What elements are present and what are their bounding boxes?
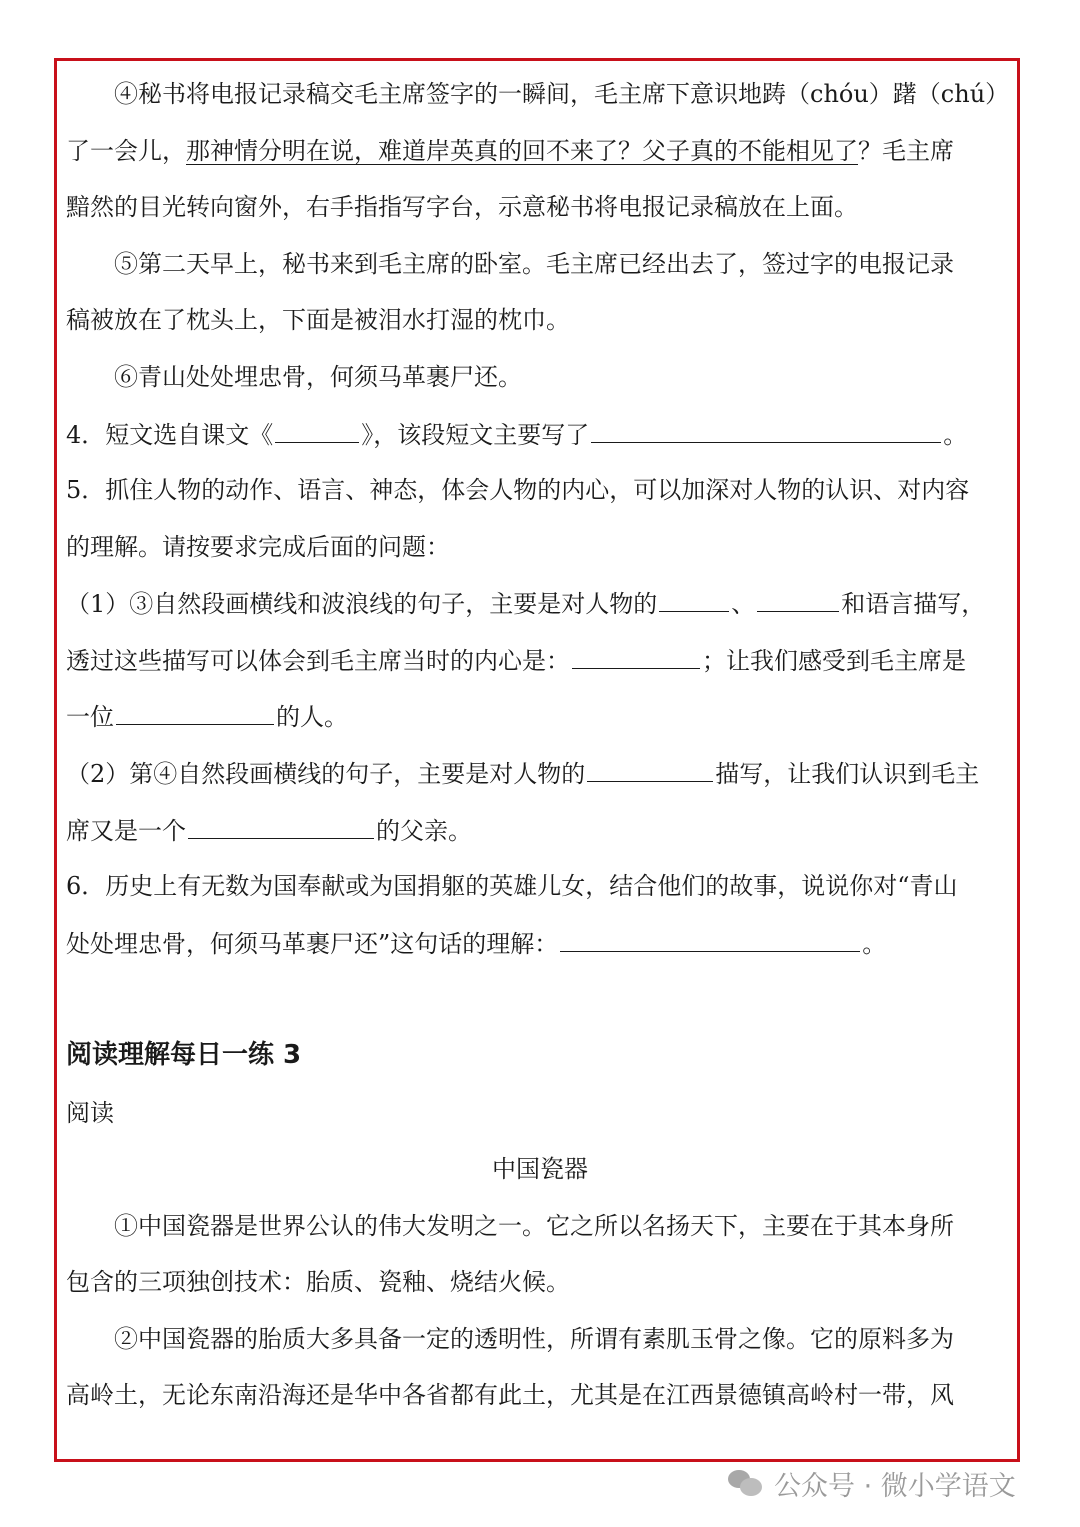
- q5-2-blank-2[interactable]: [188, 814, 374, 839]
- question-5-1-line-3: [66, 700, 1014, 733]
- paragraph-5-line-2: 稿被放在了枕头上，下面是被泪水打湿的枕巾。: [66, 306, 570, 334]
- q5-2-blank-1[interactable]: [587, 757, 713, 782]
- watermark-text: 公众号 · 微小学语文: [774, 1470, 1016, 1502]
- q5-1-blank-1[interactable]: [659, 587, 729, 612]
- q6-blank[interactable]: [560, 927, 860, 952]
- question-5-line-1: 5．抓住人物的动作、语言、神态，体会人物的内心，可以加深对人物的认识、对内容: [66, 476, 970, 504]
- question-6-line-2: [66, 927, 1014, 960]
- q5-1-text-e: ；让我们感受到毛主席是: [702, 647, 966, 675]
- paragraph-4-line-2: [66, 135, 1014, 167]
- passage-title: 中国瓷器: [492, 1155, 588, 1183]
- q4-text-a: 4．短文选自课文《: [66, 421, 274, 449]
- q5-1-text-g: 的人。: [276, 703, 348, 731]
- question-5-1-line-2: [66, 644, 1014, 677]
- q5-1-blank-3[interactable]: [572, 644, 700, 669]
- q4-text-c: 。: [943, 421, 968, 449]
- paragraph-6: ⑥青山处处埋忠骨，何须马革裹尸还。: [114, 363, 522, 391]
- p4-text-c: ？毛主席: [858, 137, 954, 165]
- underlined-sentence: 那神情分明在说，难道岸英真的回不来了？父子真的不能相见了: [186, 137, 858, 165]
- passage-paragraph-1-line-1: ①中国瓷器是世界公认的伟大发明之一。它之所以名扬天下，主要在于其本身所: [114, 1212, 954, 1240]
- question-4: [66, 418, 1014, 451]
- q5-2-text-a: （2）第④自然段画横线的句子，主要是对人物的: [66, 760, 586, 788]
- watermark: [728, 1463, 1016, 1503]
- paragraph-5-line-1: ⑤第二天早上，秘书来到毛主席的卧室。毛主席已经出去了，签过字的电报记录: [114, 250, 954, 278]
- q5-1-text-a: （1）③自然段画横线和波浪线的句子，主要是对人物的: [66, 590, 658, 618]
- paragraph-4-line-1: ④秘书将电报记录稿交毛主席签字的一瞬间，毛主席下意识地踌（chóu）躇（chú）: [114, 80, 1010, 108]
- q5-2-text-d: 的父亲。: [376, 817, 472, 845]
- question-5-line-2: 的理解。请按要求完成后面的问题：: [66, 533, 450, 561]
- paragraph-4-line-3: 黯然的目光转向窗外，右手指指写字台，示意秘书将电报记录稿放在上面。: [66, 193, 858, 221]
- passage-paragraph-2-line-2: 高岭土，无论东南沿海还是华中各省都有此土，尤其是在江西景德镇高岭村一带，风: [66, 1381, 954, 1409]
- q6-text-b: 。: [862, 930, 887, 958]
- question-5-1-line-1: [66, 587, 1014, 620]
- p4-text-a: 了一会儿，: [66, 137, 186, 165]
- q5-1-text-b: 、: [731, 590, 756, 618]
- question-5-2-line-2: [66, 814, 1014, 847]
- q4-blank-title[interactable]: [275, 418, 359, 443]
- q5-1-text-c: 和语言描写，: [841, 590, 986, 618]
- q4-text-b: 》，该段短文主要写了: [361, 421, 590, 449]
- wechat-icon: [728, 1468, 764, 1498]
- passage-paragraph-1-line-2: 包含的三项独创技术：胎质、瓷釉、烧结火候。: [66, 1268, 570, 1296]
- q6-text-a: 处处埋忠骨，何须马革裹尸还”这句话的理解：: [66, 930, 559, 958]
- q5-2-text-c: 席又是一个: [66, 817, 186, 845]
- question-6-line-1: 6．历史上有无数为国奉献或为国捐躯的英雄儿女，结合他们的故事，说说你对“青山: [66, 872, 958, 900]
- q5-1-blank-2[interactable]: [757, 587, 839, 612]
- q5-1-blank-4[interactable]: [116, 700, 274, 725]
- q5-2-text-b: 描写，让我们认识到毛主: [715, 760, 980, 788]
- section-heading: 阅读理解每日一练 3: [66, 1040, 302, 1070]
- read-label: 阅读: [66, 1099, 114, 1127]
- passage-paragraph-2-line-1: ②中国瓷器的胎质大多具备一定的透明性，所谓有素肌玉骨之像。它的原料多为: [114, 1325, 954, 1353]
- q5-1-text-d: 透过这些描写可以体会到毛主席当时的内心是：: [66, 647, 570, 675]
- q4-blank-content[interactable]: [591, 418, 941, 443]
- q5-1-text-f: 一位: [66, 703, 114, 731]
- question-5-2-line-1: [66, 757, 1014, 790]
